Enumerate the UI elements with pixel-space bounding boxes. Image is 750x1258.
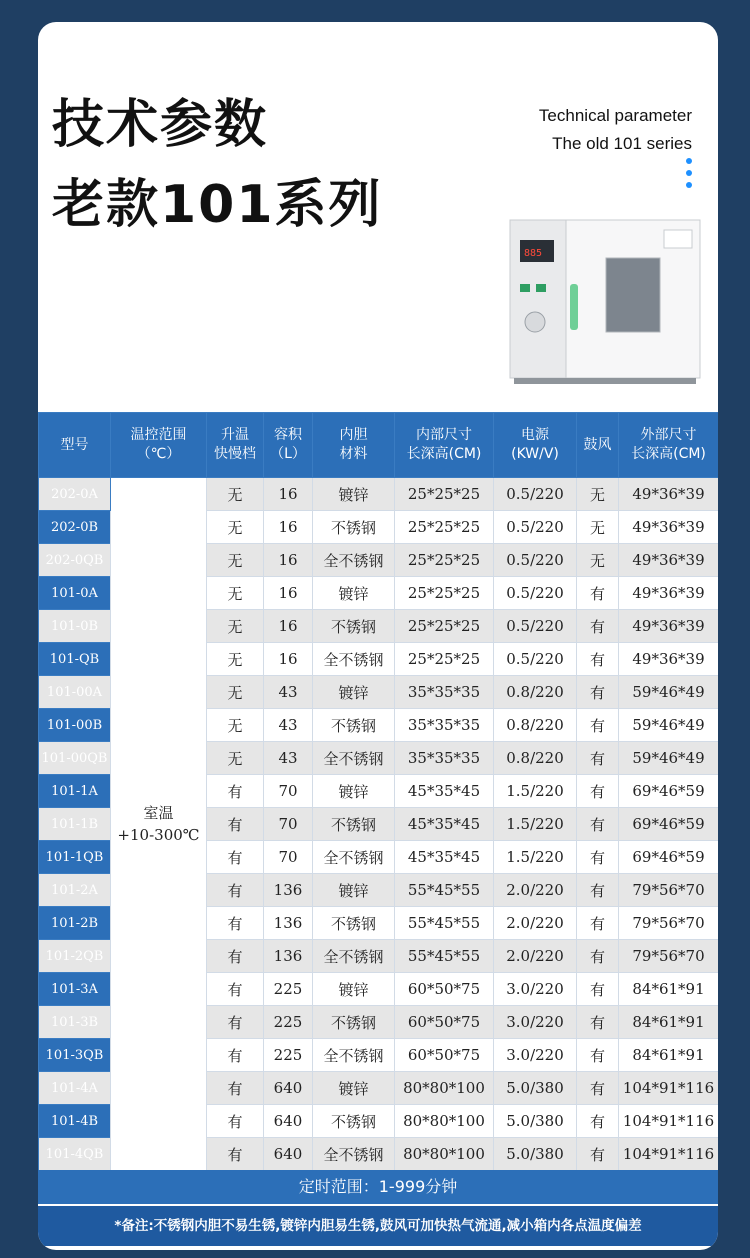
cell-volume: 16	[264, 511, 313, 544]
cell-model: 101-3QB	[39, 1039, 111, 1072]
cell-liner-material: 全不锈钢	[313, 643, 395, 676]
cell-outer-size: 84*61*91	[619, 1006, 719, 1039]
cell-model: 202-0A	[39, 478, 111, 511]
cell-power: 5.0/380	[494, 1072, 577, 1105]
cell-liner-material: 全不锈钢	[313, 1039, 395, 1072]
cell-blower: 有	[577, 742, 619, 775]
cell-model: 101-4B	[39, 1105, 111, 1138]
cell-power: 2.0/220	[494, 940, 577, 973]
cell-power: 0.8/220	[494, 742, 577, 775]
cell-outer-size: 49*36*39	[619, 577, 719, 610]
drying-oven-image	[504, 218, 704, 388]
cell-heating-speed: 有	[207, 973, 264, 1006]
cell-heating-speed: 无	[207, 511, 264, 544]
cell-liner-material: 镀锌	[313, 676, 395, 709]
cell-liner-material: 全不锈钢	[313, 544, 395, 577]
cell-power: 0.5/220	[494, 610, 577, 643]
cell-volume: 225	[264, 1039, 313, 1072]
col-volume: 容积 （L）	[264, 413, 313, 478]
cell-liner-material: 全不锈钢	[313, 841, 395, 874]
cell-power: 3.0/220	[494, 1006, 577, 1039]
cell-heating-speed: 有	[207, 907, 264, 940]
cell-model: 101-00QB	[39, 742, 111, 775]
cell-outer-size: 84*61*91	[619, 973, 719, 1006]
temp-range-line1: 室温	[143, 804, 174, 822]
col-blower: 鼓风	[577, 413, 619, 478]
cell-inner-size: 25*25*25	[395, 478, 494, 511]
cell-volume: 43	[264, 709, 313, 742]
cell-volume: 16	[264, 643, 313, 676]
cell-power: 2.0/220	[494, 907, 577, 940]
cell-heating-speed: 有	[207, 940, 264, 973]
cell-volume: 43	[264, 676, 313, 709]
col-power: 电源 (KW/V)	[494, 413, 577, 478]
cell-power: 0.5/220	[494, 577, 577, 610]
cell-model: 101-2A	[39, 874, 111, 907]
cell-model: 101-2QB	[39, 940, 111, 973]
cell-inner-size: 25*25*25	[395, 610, 494, 643]
cell-liner-material: 不锈钢	[313, 808, 395, 841]
cell-inner-size: 25*25*25	[395, 511, 494, 544]
cell-blower: 有	[577, 1039, 619, 1072]
col-temp-range: 温控范围 （℃）	[111, 413, 207, 478]
decorative-dots	[686, 158, 692, 194]
cell-outer-size: 49*36*39	[619, 511, 719, 544]
cell-volume: 16	[264, 577, 313, 610]
footnote: *备注:不锈钢内胆不易生锈,镀锌内胆易生锈,鼓风可加快热气流通,减小箱内各点温度偏差	[38, 1206, 718, 1246]
cell-model: 101-1QB	[39, 841, 111, 874]
cell-volume: 70	[264, 775, 313, 808]
cell-inner-size: 25*25*25	[395, 544, 494, 577]
cell-blower: 有	[577, 1072, 619, 1105]
cell-outer-size: 69*46*59	[619, 841, 719, 874]
table-row	[39, 478, 719, 511]
cell-outer-size: 104*91*116	[619, 1105, 719, 1138]
cell-volume: 16	[264, 478, 313, 511]
cell-volume: 640	[264, 1105, 313, 1138]
cell-heating-speed: 有	[207, 1138, 264, 1171]
cell-heating-speed: 有	[207, 808, 264, 841]
cell-power: 5.0/380	[494, 1105, 577, 1138]
cell-inner-size: 45*35*45	[395, 841, 494, 874]
cell-power: 0.5/220	[494, 544, 577, 577]
cell-heating-speed: 有	[207, 1039, 264, 1072]
cell-outer-size: 49*36*39	[619, 478, 719, 511]
cell-outer-size: 79*56*70	[619, 907, 719, 940]
cell-liner-material: 镀锌	[313, 973, 395, 1006]
cell-liner-material: 镀锌	[313, 775, 395, 808]
table-header	[39, 413, 719, 478]
cell-liner-material: 全不锈钢	[313, 1138, 395, 1171]
cell-volume: 70	[264, 841, 313, 874]
cell-inner-size: 60*50*75	[395, 1006, 494, 1039]
cell-inner-size: 35*35*35	[395, 742, 494, 775]
cell-liner-material: 镀锌	[313, 478, 395, 511]
cell-heating-speed: 有	[207, 775, 264, 808]
cell-volume: 225	[264, 973, 313, 1006]
cell-blower: 有	[577, 874, 619, 907]
cell-heating-speed: 无	[207, 676, 264, 709]
cell-temp-range	[111, 478, 207, 1171]
cell-model: 101-1A	[39, 775, 111, 808]
cell-power: 3.0/220	[494, 973, 577, 1006]
cell-heating-speed: 无	[207, 610, 264, 643]
cell-heating-speed: 无	[207, 709, 264, 742]
temp-range-line2: +10-300℃	[117, 826, 200, 844]
cell-blower: 无	[577, 478, 619, 511]
cell-blower: 有	[577, 973, 619, 1006]
cell-blower: 有	[577, 841, 619, 874]
cell-blower: 有	[577, 1138, 619, 1171]
cell-liner-material: 不锈钢	[313, 610, 395, 643]
cell-model: 101-4A	[39, 1072, 111, 1105]
cell-blower: 有	[577, 1006, 619, 1039]
cell-inner-size: 80*80*100	[395, 1105, 494, 1138]
cell-heating-speed: 有	[207, 1006, 264, 1039]
cell-inner-size: 45*35*45	[395, 775, 494, 808]
cell-liner-material: 全不锈钢	[313, 742, 395, 775]
cell-volume: 225	[264, 1006, 313, 1039]
cell-model: 202-0B	[39, 511, 111, 544]
cell-liner-material: 不锈钢	[313, 511, 395, 544]
cell-power: 0.8/220	[494, 709, 577, 742]
cell-liner-material: 不锈钢	[313, 1105, 395, 1138]
cell-volume: 136	[264, 874, 313, 907]
cell-inner-size: 80*80*100	[395, 1138, 494, 1171]
cell-outer-size: 49*36*39	[619, 544, 719, 577]
cell-liner-material: 不锈钢	[313, 709, 395, 742]
cell-blower: 无	[577, 511, 619, 544]
cell-volume: 43	[264, 742, 313, 775]
cell-outer-size: 59*46*49	[619, 742, 719, 775]
col-heating-speed: 升温 快慢档	[207, 413, 264, 478]
cell-volume: 70	[264, 808, 313, 841]
cell-power: 3.0/220	[494, 1039, 577, 1072]
cell-inner-size: 55*45*55	[395, 907, 494, 940]
cell-model: 101-QB	[39, 643, 111, 676]
cell-model: 101-3A	[39, 973, 111, 1006]
svg-text:885: 885	[524, 248, 543, 259]
spec-table	[38, 412, 718, 1171]
cell-outer-size: 79*56*70	[619, 874, 719, 907]
cell-heating-speed: 无	[207, 577, 264, 610]
cell-model: 101-0B	[39, 610, 111, 643]
english-title: Technical parameter	[538, 106, 692, 125]
cell-power: 1.5/220	[494, 775, 577, 808]
cell-liner-material: 不锈钢	[313, 1006, 395, 1039]
cell-volume: 640	[264, 1072, 313, 1105]
cell-outer-size: 84*61*91	[619, 1039, 719, 1072]
cell-blower: 有	[577, 907, 619, 940]
cell-outer-size: 104*91*116	[619, 1072, 719, 1105]
cell-blower: 无	[577, 544, 619, 577]
cell-inner-size: 80*80*100	[395, 1072, 494, 1105]
cell-model: 101-1B	[39, 808, 111, 841]
cell-inner-size: 35*35*35	[395, 676, 494, 709]
col-outer-size: 外部尺寸 长深高(CM)	[619, 413, 719, 478]
cell-volume: 16	[264, 544, 313, 577]
cell-power: 0.5/220	[494, 643, 577, 676]
cell-model: 101-0A	[39, 577, 111, 610]
cell-blower: 有	[577, 709, 619, 742]
cell-inner-size: 60*50*75	[395, 1039, 494, 1072]
cell-inner-size: 55*45*55	[395, 874, 494, 907]
cell-heating-speed: 无	[207, 742, 264, 775]
cell-inner-size: 45*35*45	[395, 808, 494, 841]
col-inner-size: 内部尺寸 长深高(CM)	[395, 413, 494, 478]
cell-blower: 有	[577, 775, 619, 808]
cell-power: 0.5/220	[494, 511, 577, 544]
cell-model: 202-0QB	[39, 544, 111, 577]
cell-heating-speed: 有	[207, 874, 264, 907]
cell-model: 101-00A	[39, 676, 111, 709]
cell-liner-material: 全不锈钢	[313, 940, 395, 973]
cell-blower: 有	[577, 808, 619, 841]
cell-outer-size: 49*36*39	[619, 643, 719, 676]
cell-heating-speed: 无	[207, 643, 264, 676]
cell-heating-speed: 有	[207, 1105, 264, 1138]
cell-blower: 有	[577, 1105, 619, 1138]
cell-heating-speed: 无	[207, 478, 264, 511]
cell-inner-size: 25*25*25	[395, 577, 494, 610]
cell-blower: 有	[577, 610, 619, 643]
cell-inner-size: 60*50*75	[395, 973, 494, 1006]
cell-liner-material: 镀锌	[313, 577, 395, 610]
cell-blower: 有	[577, 643, 619, 676]
cell-power: 2.0/220	[494, 874, 577, 907]
cell-inner-size: 55*45*55	[395, 940, 494, 973]
cell-power: 5.0/380	[494, 1138, 577, 1171]
cell-blower: 有	[577, 577, 619, 610]
cell-heating-speed: 有	[207, 841, 264, 874]
cell-liner-material: 不锈钢	[313, 907, 395, 940]
cell-blower: 有	[577, 676, 619, 709]
cell-liner-material: 镀锌	[313, 874, 395, 907]
cell-outer-size: 69*46*59	[619, 775, 719, 808]
cell-outer-size: 59*46*49	[619, 709, 719, 742]
cell-power: 0.8/220	[494, 676, 577, 709]
timer-range: 定时范围：1-999分钟	[38, 1170, 718, 1204]
cell-model: 101-00B	[39, 709, 111, 742]
english-subtitle: The old 101 series	[552, 134, 692, 153]
cell-model: 101-3B	[39, 1006, 111, 1039]
spec-card	[38, 22, 718, 1250]
cell-outer-size: 59*46*49	[619, 676, 719, 709]
cell-power: 1.5/220	[494, 808, 577, 841]
cell-volume: 16	[264, 610, 313, 643]
page-title: 技术参数	[52, 95, 269, 155]
cell-outer-size: 79*56*70	[619, 940, 719, 973]
col-model: 型号	[39, 413, 111, 478]
cell-liner-material: 镀锌	[313, 1072, 395, 1105]
cell-outer-size: 69*46*59	[619, 808, 719, 841]
cell-power: 0.5/220	[494, 478, 577, 511]
cell-volume: 640	[264, 1138, 313, 1171]
cell-inner-size: 25*25*25	[395, 643, 494, 676]
cell-inner-size: 35*35*35	[395, 709, 494, 742]
col-liner-material: 内胆 材料	[313, 413, 395, 478]
cell-blower: 有	[577, 940, 619, 973]
cell-volume: 136	[264, 907, 313, 940]
cell-outer-size: 104*91*116	[619, 1138, 719, 1171]
page-subtitle: 老款101系列	[52, 175, 383, 235]
cell-volume: 136	[264, 940, 313, 973]
cell-model: 101-4QB	[39, 1138, 111, 1171]
cell-heating-speed: 无	[207, 544, 264, 577]
cell-power: 1.5/220	[494, 841, 577, 874]
cell-heating-speed: 有	[207, 1072, 264, 1105]
cell-model: 101-2B	[39, 907, 111, 940]
cell-outer-size: 49*36*39	[619, 610, 719, 643]
